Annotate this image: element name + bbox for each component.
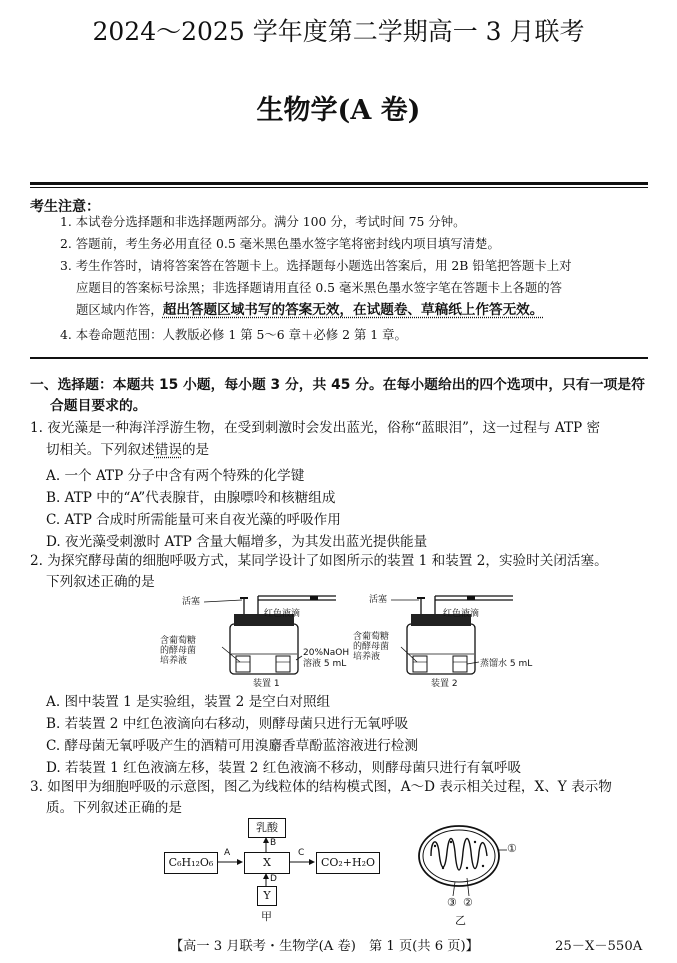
q2-option-c: C. 酵母菌无氧呼吸产生的酒精可用溴麝香草酚蓝溶液进行检测 <box>46 738 418 754</box>
notice-item-3: 3. 考生作答时，请将答案答在答题卡上。选择题每小题选出答案后，用 2B 铅笔把答题卡上对 <box>60 258 572 273</box>
device-1-valve-label: 活塞 <box>182 597 201 607</box>
box-co2-h2o: CO₂+H₂O <box>316 852 380 874</box>
diagram-yi-caption: 乙 <box>455 914 466 927</box>
device-2-medium-line: 培养液 <box>353 652 381 662</box>
q2-stem-line1: 2. 为探究酵母菌的细胞呼吸方式，某同学设计了如图所示的装置 1 和装置 2，实验时关闭活塞。 <box>30 553 608 569</box>
device-2-drop-label: 红色液滴 <box>443 609 480 619</box>
box-glucose: C₆H₁₂O₆ <box>164 852 218 874</box>
device-2-caption: 装置 2 <box>431 679 458 689</box>
q1-stem-part-end: 的是 <box>181 442 210 458</box>
notice-item-3-end-text: 题区域内作答， <box>76 302 163 317</box>
device-2-valve-label: 活塞 <box>369 595 388 605</box>
q2-option-d: D. 若装置 1 红色液滴左移，装置 2 红色液滴不移动，则酵母菌只进行有氧呼吸 <box>46 760 522 776</box>
section-heading-line1: 一、选择题：本题共 15 小题，每小题 3 分，共 45 分。在每小题给出的四个选项中，只有一项是符 <box>30 377 645 393</box>
label-b: B <box>270 838 277 848</box>
footer-code: 25－X－550A <box>555 939 643 954</box>
q1-option-b: B. ATP 中的“A”代表腺苷，由腺嘌呤和核糖组成 <box>46 490 336 506</box>
notice-item-3-end <box>76 301 543 319</box>
mito-label-2: ② <box>463 896 473 909</box>
section-heading-line2: 合题目要求的。 <box>50 398 147 414</box>
device-1-medium-label <box>160 636 196 666</box>
label-d: D <box>270 874 277 884</box>
device-1-medium-line: 培养液 <box>160 656 188 666</box>
notice-item-3-cont: 应题目的答案标号涂黑；非选择题请用直径 0.5 毫米黑色墨水签字笔在答题卡上各题的答 <box>76 280 563 295</box>
device-2-medium-line: 含葡萄糖 <box>353 632 390 642</box>
mitochondrion-icon <box>415 822 525 928</box>
q2-option-b: B. 若装置 2 中红色液滴向右移动，则酵母菌只进行无氧呼吸 <box>46 716 409 732</box>
device-1-caption: 装置 1 <box>253 679 280 689</box>
q1-option-a: A. 一个 ATP 分子中含有两个特殊的化学键 <box>46 468 305 484</box>
mito-label-1: ① <box>507 842 517 855</box>
exam-title: 2024～2025 学年度第二学期高一 3 月联考 <box>92 17 585 46</box>
q2-stem-line2: 下列叙述正确的是 <box>46 574 155 590</box>
q1-option-c: C. ATP 合成时所需能量可来自夜光藻的呼吸作用 <box>46 512 341 528</box>
box-y: Y <box>257 886 277 906</box>
device-1-medium-line: 含葡萄糖 <box>160 636 197 646</box>
device-2-medium-line: 的酵母菌 <box>353 642 390 652</box>
q1-stem-emphasis: 错误 <box>154 442 182 458</box>
label-a: A <box>224 848 231 858</box>
q3-stem-line2: 质。下列叙述正确的是 <box>46 800 182 816</box>
q1-option-d: D. 夜光藻受刺激时 ATP 含量大幅增多，为其发出蓝光提供能量 <box>46 534 428 550</box>
notice-item-2: 2. 答题前，考生务必用直径 0.5 毫米黑色墨水签字笔将密封线内项目填写清楚。 <box>60 236 500 251</box>
q1-stem-line2 <box>46 440 209 460</box>
device-1-solution-label <box>303 648 349 670</box>
notice-item-1: 1. 本试卷分选择题和非选择题两部分。满分 100 分，考试时间 75 分钟。 <box>60 214 466 229</box>
device-1-solution-line: 溶液 5 mL <box>303 659 347 669</box>
device-1-drop-label: 红色液滴 <box>264 609 301 619</box>
diagram-jia-caption: 甲 <box>261 910 272 923</box>
notice-item-4: 4. 本卷命题范围：人教版必修 1 第 5～6 章＋必修 2 第 1 章。 <box>60 327 407 342</box>
divider-notice-bottom <box>30 357 648 359</box>
q1-stem-part: 切相关。下列叙述 <box>46 442 155 458</box>
diagram-jia <box>160 818 390 928</box>
mito-label-3: ③ <box>447 896 457 909</box>
divider-top-thin <box>30 187 648 188</box>
device-1-solution-line: 20%NaOH <box>303 648 350 658</box>
q2-option-a: A. 图中装置 1 是实验组，装置 2 是空白对照组 <box>46 694 331 710</box>
q1-stem-line1: 1. 夜光藻是一种海洋浮游生物，在受到刺激时会发出蓝光，俗称“蓝眼泪”，这一过程与 ATP 密 <box>30 420 601 436</box>
device-1-figure <box>160 592 350 689</box>
label-c: C <box>298 848 305 858</box>
box-lactic-acid: 乳酸 <box>248 818 286 838</box>
notice-warning: 超出答题区域书写的答案无效，在试题卷、草稿纸上作答无效。 <box>162 302 544 318</box>
footer-page-info: 【高一 3 月联考・生物学(A 卷) 第 1 页(共 6 页)】 <box>170 939 479 954</box>
notice-heading: 考生注意： <box>30 199 100 215</box>
exam-subject: 生物学(A 卷) <box>256 95 421 126</box>
divider-top-thick <box>30 182 648 185</box>
device-2-figure <box>353 592 540 689</box>
device-2-medium-label <box>353 632 389 662</box>
diagram-yi <box>415 822 525 928</box>
q3-stem-line1: 3. 如图甲为细胞呼吸的示意图，图乙为线粒体的结构模式图，A～D 表示相关过程，X、Y 表示物 <box>30 779 612 795</box>
device-1-medium-line: 的酵母菌 <box>160 646 197 656</box>
box-x: X <box>244 852 290 874</box>
device-2-solution-label: 蒸馏水 5 mL <box>480 659 533 669</box>
